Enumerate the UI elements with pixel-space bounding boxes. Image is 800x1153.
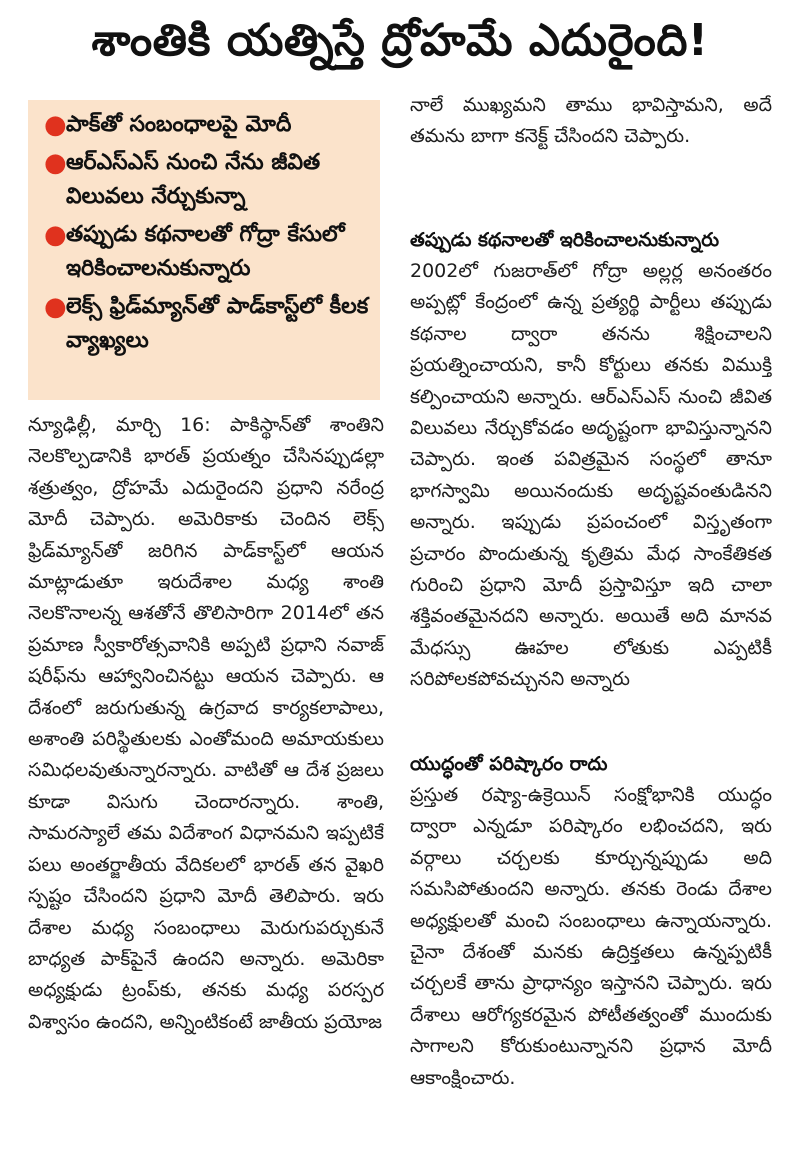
bullet-icon: ●	[44, 292, 67, 322]
section-body: ప్రస్తుత రష్యా-ఉక్రెయిన్‌ సంక్షోభానికి యుద్ధం ద్వారా ఎన్నడూ పరిష్కారం లభించదని, ఇరు వర్గాలు చర్చలకు కూర్చున్నప్పుడు అది సమసిపోతుందని అన్నారు. తనకు రెండు దేశాల అధ్యక్షులతో మంచి సంబంధాలు ఉన్నాయన్నారు. చైనా దేశంతో మనకు ఉద్రిక్తతలు ఉన్నప్పటికీ చర్చలకే తాను ప్రాధాన్యం ఇస్తానని చెప్పారు. ఇరు దేశాలు ఆరోగ్యకరమైన పోటీతత్వంతో ముందుకు సాగాలని కోరుకుంటున్నానని ప్రధాన మోదీ ఆకాంక్షించారు.	[410, 784, 772, 1089]
highlight-item	[44, 218, 372, 286]
bullet-icon: ●	[44, 148, 67, 178]
left-column	[28, 410, 384, 1038]
highlight-text: పాక్‌తో సంబంధాలపై మోదీ	[66, 112, 292, 137]
bullet-icon: ●	[44, 220, 67, 250]
highlight-text: ఆర్‌ఎస్‌ఎస్‌ నుంచి నేను జీవిత విలువలు నేర్చుకున్నా	[66, 150, 321, 209]
right-column-continuation	[410, 90, 772, 153]
section-heading: యుద్ధంతో పరిష్కారం రాదు	[410, 753, 608, 775]
section-body: 2002లో గుజరాత్‌లో గోద్రా అల్లర్ల అనంతరం అప్పట్లో కేంద్రంలో ఉన్న ప్రత్యర్థి పార్టీలు తప్పుడు కథనాల ద్వారా తనను శిక్షించాలని ప్రయత్నించాయని, కానీ కోర్టులు తనకు విముక్తి కల్పించాయని అన్నారు. ఆర్‌ఎస్‌ఎస్‌ నుంచి జీవిత విలువలు నేర్చుకోవడం అదృష్టంగా భావిస్తున్నానని చెప్పారు. ఇంత పవిత్రమైన సంస్థలో తానూ భాగస్వామి అయినందుకు అదృష్టవంతుడినని అన్నారు. ఇప్పుడు ప్రపంచంలో విస్తృతంగా ప్రచారం పొందుతున్న కృత్రిమ మేధ సాంకేతికత గురించి ప్రధాని మోదీ ప్రస్తావిస్తూ ఇది చాలా శక్తివంతమైనదని అన్నారు. అయితే అది మానవ మేధస్సు ఊహల లోతుకు ఎప్పటికీ సరిపోలకపోవచ్చునని అన్నారు	[410, 260, 772, 691]
highlight-item	[44, 108, 372, 142]
highlight-text: తప్పుడు కథనాలతో గోద్రా కేసులో ఇరికించాలనుకున్నారు	[66, 222, 345, 281]
highlight-text: లెక్స్‌ ఫ్రిడ్‌మ్యాన్‌తో పాడ్‌కాస్ట్‌లో కీలక వ్యాఖ్యలు	[66, 294, 369, 353]
section-false-narratives	[410, 224, 772, 696]
bullet-icon: ●	[44, 110, 67, 140]
right-top-text: నాలే ముఖ్యమని తాము భావిస్తామని, అదే తమను బాగా కనెక్ట్‌ చేసిందని చెప్పారు.	[410, 94, 772, 148]
highlight-item	[44, 146, 372, 214]
left-column-text: న్యూఢిల్లీ, మార్చి 16: పాకిస్థాన్‌తో శాంతిని నెలకొల్పడానికి భారత్‌ ప్రయత్నం చేసినప్పుడల్లా శత్రుత్వం, ద్రోహమే ఎదురైందని ప్రధాని నరేంద్ర మోదీ చెప్పారు. అమెరికాకు చెందిన లెక్స్‌ ఫ్రిడ్‌మ్యాన్‌తో జరిగిన పాడ్‌కాస్ట్‌లో ఆయన మాట్లాడుతూ ఇరుదేశాల మధ్య శాంతి నెలకొనాలన్న ఆశతోనే తొలిసారిగా 2014లో తన ప్రమాణ స్వీకారోత్సవానికి అప్పటి ప్రధాని నవాజ్‌ షరీఫ్‌ను ఆహ్వానించినట్టు ఆయన చెప్పారు. ఆ దేశంలో జరుగుతున్న ఉగ్రవాద కార్యకలాపాలు, అశాంతి పరిస్థితులకు ఎంతోమంది అమాయకులు సమిధలవుతున్నారన్నారు. వాటితో ఆ దేశ ప్రజలు కూడా విసుగు చెందారన్నారు. శాంతి, సామరస్యాలే తమ విదేశాంగ విధానమని ఇప్పటికే పలు అంతర్జాతీయ వేదికలలో భారత్‌ తన వైఖరి స్పష్టం చేసిందని ప్రధాని మోదీ తెలిపారు. ఇరు దేశాల మధ్య సంబంధాలు మెరుగుపర్చుకునే బాధ్యత పాక్‌పైనే ఉందని అన్నారు. అమెరికా అధ్యక్షుడు ట్రంప్‌కు, తనకు మధ్య పరస్పర విశ్వాసం ఉందని, అన్నింటికంటే జాతీయ ప్రయోజ	[28, 414, 384, 1033]
headline: శాంతికి యత్నిస్తే ద్రోహమే ఎదురైంది!	[91, 15, 709, 66]
highlight-item	[44, 290, 372, 358]
highlights-box	[28, 100, 380, 400]
section-heading: తప్పుడు కథనాలతో ఇరికించాలనుకున్నారు	[410, 229, 720, 251]
section-no-war-solution	[410, 748, 772, 1094]
